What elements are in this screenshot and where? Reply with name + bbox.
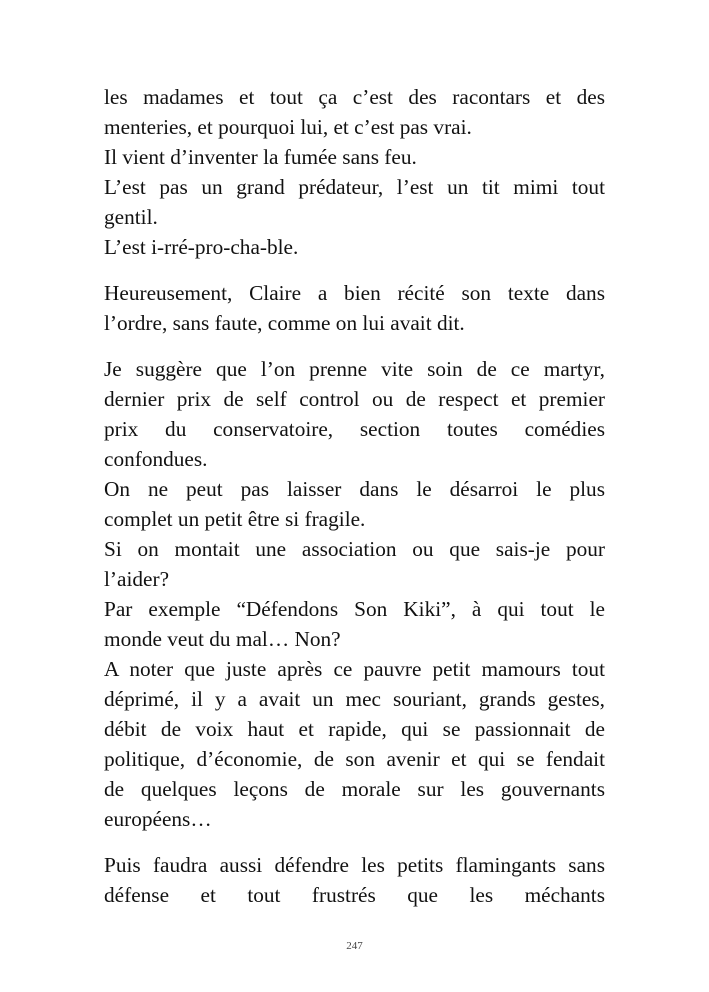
text-line: A noter que juste après ce pauvre petit mamours tout (104, 657, 605, 681)
text-line: gentil. (104, 205, 158, 229)
text-line: Par exemple “Défendons Son Kiki”, à qui tout le (104, 597, 605, 621)
text-line: européens… (104, 807, 212, 831)
paragraph (104, 850, 605, 910)
text-line: dernier prix de self control ou de respect et premier (104, 387, 605, 411)
paragraph (104, 278, 605, 338)
text-line: déprimé, il y a avait un mec souriant, grands gestes, (104, 687, 605, 711)
text-line: Heureusement, Claire a bien récité son texte dans (104, 281, 605, 305)
text-line: On ne peut pas laisser dans le désarroi le plus (104, 477, 605, 501)
text-line: L’est i-rré-pro-cha-ble. (104, 235, 299, 259)
text-line: menteries, et pourquoi lui, et c’est pas vrai. (104, 115, 472, 139)
text-line: complet un petit être si fragile. (104, 507, 366, 531)
text-line: monde veut du mal… Non? (104, 627, 341, 651)
text-line: débit de voix haut et rapide, qui se passionnait de (104, 717, 605, 741)
text-line: Je suggère que l’on prenne vite soin de ce martyr, (104, 357, 605, 381)
text-line: de quelques leçons de morale sur les gouvernants (104, 777, 605, 801)
text-line: prix du conservatoire, section toutes comédies (104, 417, 605, 441)
text-line: Si on montait une association ou que sais-je pour (104, 537, 605, 561)
text-line: L’est pas un grand prédateur, l’est un tit mimi tout (104, 175, 605, 199)
text-line: Puis faudra aussi défendre les petits flamingants sans (104, 853, 605, 877)
paragraph (104, 354, 605, 834)
text-line: l’ordre, sans faute, comme on lui avait dit. (104, 311, 465, 335)
paragraph (104, 82, 605, 262)
text-line: confondues. (104, 447, 208, 471)
page-body (104, 82, 605, 926)
text-line: Il vient d’inventer la fumée sans feu. (104, 145, 417, 169)
page-number: 247 (346, 940, 363, 952)
text-line: l’aider? (104, 567, 170, 591)
text-line: défense et tout frustrés que les méchants (104, 883, 605, 907)
text-line: les madames et tout ça c’est des racontars et des (104, 85, 605, 109)
text-line: politique, d’économie, de son avenir et qui se fendait (104, 747, 605, 771)
